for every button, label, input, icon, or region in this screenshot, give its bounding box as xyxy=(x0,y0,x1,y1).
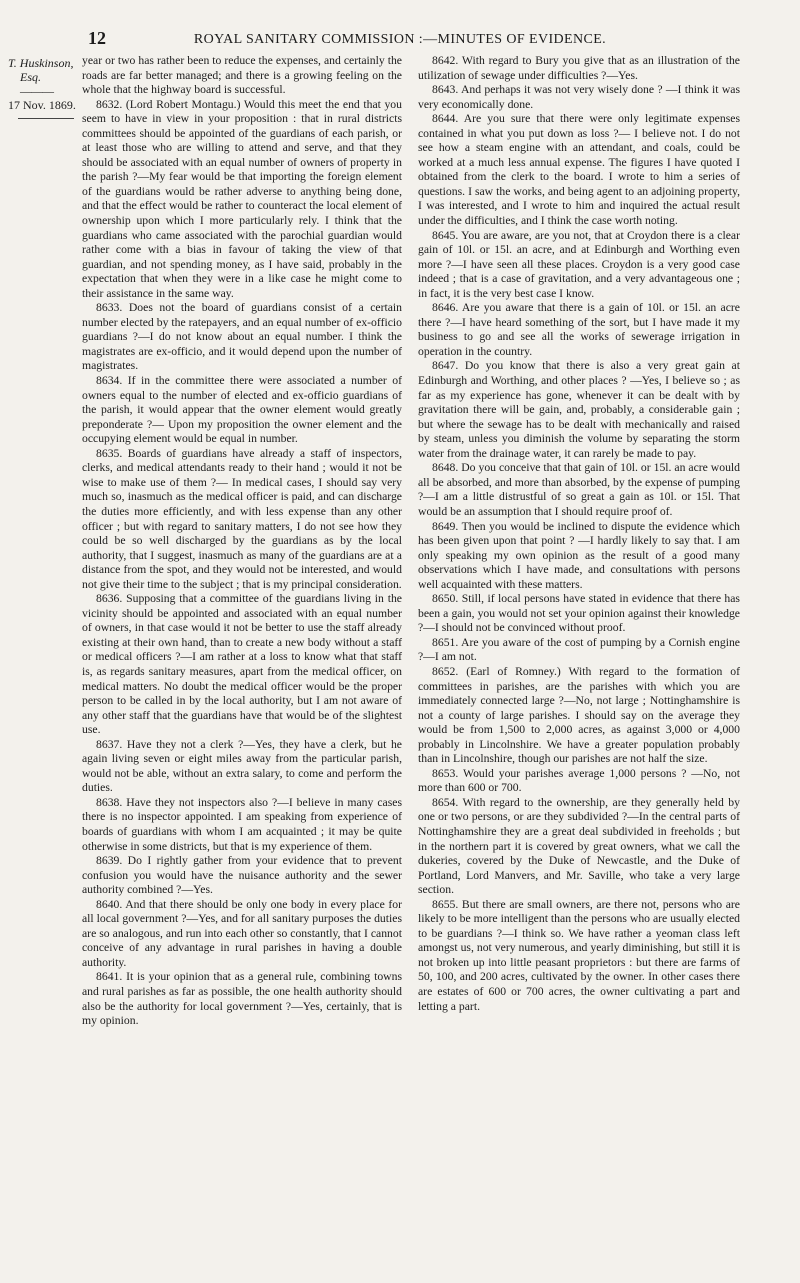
hearing-date: 17 Nov. 1869. xyxy=(8,98,76,112)
paragraph: 8654. With regard to the ownership, are they generally held by one or two persons, or are they subdivided ?—In the central parts of Nottinghamshire they are a great deal subdivided in freeholds ; but in the northern part it is covered by great owners, what we call the dukeries, covered by the Duke of Newcastle, and the Duke of Portland, Lord Manvers, and Mr. Saville, who take a very large section. xyxy=(418,795,740,897)
paragraph: 8635. Boards of guardians have already a staff of inspectors, clerks, and medical attendants ready to their hand ; would it not be wise to make use of them ?— In medical cases, I should say very much so, inasmuch as the medical officer is paid, and can discharge the duties more efficiently, and with less expense than any other officer ; but with regard to sanitary matters, I do not see how they could be so well discharged by the guardians as by the local authority, that I suggest, inasmuch as many of the guardians are at a distance from the spot, and they would not be interested, and would not give their time to the subject ; that is my principal consideration. xyxy=(82,446,402,591)
paragraph: year or two has rather been to reduce the expenses, and certainly the roads are far better managed; and there is a growing feeling on the whole that the highway board is successful. xyxy=(82,54,402,97)
paragraph: 8637. Have they not a clerk ?—Yes, they have a clerk, but he again living seven or eight miles away from the particular parish, would not be able, without an extra salary, to come and perform the duties. xyxy=(82,737,402,795)
paragraph: 8648. Do you conceive that that gain of 10l. or 15l. an acre would all be absorbed, and more than absorbed, by the expense of pumping ?—I am a little distrustful of so great a gain as 10l. or 15l. That would be an assumption that I should require proof of. xyxy=(418,461,740,518)
paragraph: 8644. Are you sure that there were only legitimate expenses contained in what you put down as loss ?— I believe not. I do not see how a steam engine with an attendant, and coals, could be worked at a much less annual expense. The figures I have quoted I obtained from the clerk to the board. I wrote to him a series of questions. I saw the works, and being agent to an adjoining property, I was interested, and I wrote to him and inquired the actual result under the difficulties, and I think the case worth noting. xyxy=(418,112,740,228)
paragraph: 8639. Do I rightly gather from your evidence that to prevent confusion you would have the nuisance authority and the sewer authority combined ?—Yes. xyxy=(82,854,402,897)
witness-name: T. Huskinson, xyxy=(8,56,74,70)
paragraph: 8653. Would your parishes average 1,000 persons ? —No, not more than 600 or 700. xyxy=(418,766,740,795)
witness-title: Esq. xyxy=(20,70,41,84)
paragraph: 8642. With regard to Bury you give that as an illustration of the utilization of sewage under difficulties ?—Yes. xyxy=(418,54,740,82)
paragraph: 8633. Does not the board of guardians consist of a certain number elected by the ratepayers, and an equal number of ex-officio guardians ?—I do not know about an equal number. I think the magistrates are ex-officio, and it would depend upon the number of magistrates. xyxy=(82,301,402,373)
paragraph: 8641. It is your opinion that as a general rule, combining towns and rural parishes as far as possible, the one health authority should also be the authority for local government ?—Yes, certainly, that is my opinion. xyxy=(82,970,402,1028)
paragraph: 8645. You are aware, are you not, that at Croydon there is a clear gain of 10l. or 15l. an acre, and at Edinburgh and Worthing even more ?—I have seen all these places. Croydon is a very good case indeed ; that is a case of gravitation, and a very advantageous one ; in fact, it is the very best case I know. xyxy=(418,228,740,300)
margin-rule xyxy=(18,118,74,119)
paragraph: 8632. (Lord Robert Montagu.) Would this meet the end that you seem to have in view in your proposition : that in rural districts committees should be appointed of the guardians of each parish, or at least those who are willing to attend and serve, and that they should be associated with an equal number of owners of property in the parish ?—My fear would be that importing the foreign element of the guardians would be rather adverse to anything being done, and that the effect would be rather to counteract the local element of ownership upon which I more particularly rely. I think that the guardians who came associated with the parochial guardian would rather come with a bias in favour of taking the view of that guardian, and not spending money, as I have said, probably in the expectation that when they were in a like case he might come to their assistance in the same way. xyxy=(82,97,402,300)
paragraph: 8640. And that there should be only one body in every place for all local government ?—Yes, and for all sanitary purposes the duties are so analogous, and run into each other so constantly, that I cannot conceive of any advantage in rural parishes in having a double authority. xyxy=(82,897,402,969)
paragraph: 8643. And perhaps it was not very wisely done ? —I think it was very economically done. xyxy=(418,83,740,111)
page-header xyxy=(0,28,800,50)
right-column xyxy=(418,54,740,1014)
paragraph: 8646. Are you aware that there is a gain of 10l. or 15l. an acre there ?—I have heard something of the sort, but I have made it my business to go and see all the works of sewerage irrigation in operation in the country. xyxy=(418,301,740,358)
paragraph: 8655. But there are small owners, are there not, persons who are likely to be more intelligent than the persons who are usually elected to be guardians ?—I think so. We have rather a yeoman class left amongst us, not very numerous, and yearly diminishing, but still it is not broken up into little peasant proprietors : but there are farms of 50, 100, and 200 acres, cultivated by the owner. In other cases there are estates of 600 or 700 acres, the owner cultivating a part and letting a part. xyxy=(418,897,740,1013)
paragraph: 8638. Have they not inspectors also ?—I believe in many cases there is no inspector appointed. I am speaking from experience of boards of guardians with whom I am acquainted ; it may be quite otherwise in some districts, but that is my experience of them. xyxy=(82,795,402,853)
left-column xyxy=(82,54,402,1029)
paragraph: 8647. Do you know that there is also a very great gain at Edinburgh and Worthing, and other places ? —Yes, I believe so ; as far as my experience has gone, whenever it can be dealt with by gravitation there will be gain, and, probably, a considerable gain ; but where the sewage has to be dealt with mechanically and raised by steam, unless you diminish the volume by separating the storm water from the drainage water, it can rarely be made to pay. xyxy=(418,359,740,460)
margin-dash: ——— xyxy=(20,84,53,98)
running-title: ROYAL SANITARY COMMISSION :—MINUTES OF EVIDENCE. xyxy=(193,32,607,47)
witness-margin-note xyxy=(8,56,78,119)
page-number: 12 xyxy=(88,28,106,48)
paragraph: 8650. Still, if local persons have stated in evidence that there has been a gain, you would not set your opinion against their knowledge ?—I should not be convinced without proof. xyxy=(418,592,740,635)
paragraph: 8651. Are you aware of the cost of pumping by a Cornish engine ?—I am not. xyxy=(418,635,740,664)
paragraph: 8636. Supposing that a committee of the guardians living in the vicinity should be appointed and associated with an equal number of owners, in that case would it not be better to use the staff already existing at their own hand, than to create a new body without a staff or medical officers ?—I am rather at a loss to know what that staff is, as regards sanitary measures, apart from the medical officer, on medical matters. No doubt the medical officer would be the proper person to be called in by the local authority, but I am not aware of any other staff that the guardians have that would be of the slightest use. xyxy=(82,592,402,737)
paragraph: 8649. Then you would be inclined to dispute the evidence which has been given upon that point ? —I hardly likely to say that. I am only speaking my own opinion as the result of a good many observations which I have made, and consultations with persons well acquainted with these matters. xyxy=(418,519,740,591)
paragraph: 8652. (Earl of Romney.) With regard to the formation of committees in parishes, are the parishes with which you are immediately connected large ?—No, not large ; Nottinghamshire is not a county of large parishes. I should say on the average they would be from 1,500 to 2,000 acres, as against 3,000 or 4,000 probably in Lincolnshire. We have a greater population probably than in Lincolnshire, though our parishes are not half the size. xyxy=(418,664,740,766)
paragraph: 8634. If in the committee there were associated a number of owners equal to the number of elected and ex-officio guardians of the parish, it would appear that the owner element would greatly preponderate ?— Upon my proposition the owner element and the occupying element would be equal in number. xyxy=(82,374,402,446)
